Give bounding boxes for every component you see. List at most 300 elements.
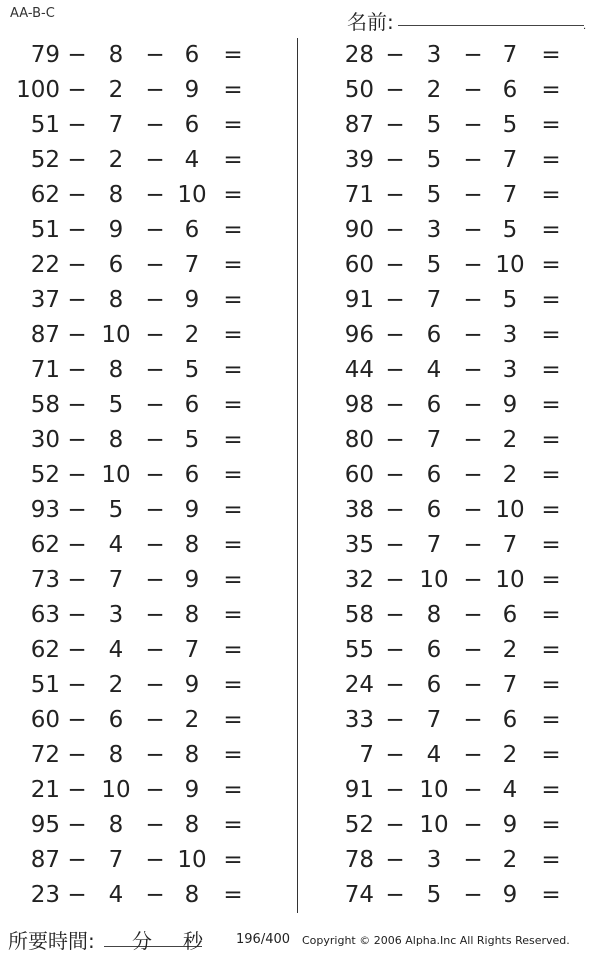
minus-sign: − (67, 602, 87, 628)
minus-sign: − (67, 427, 87, 453)
equals-sign: = (223, 812, 243, 838)
minus-sign: − (463, 392, 483, 418)
operand-2: 8 (108, 42, 124, 68)
operand-2: 7 (108, 112, 124, 138)
problem-row (0, 773, 280, 808)
operand-1: 58 (30, 392, 60, 418)
operand-2: 4 (108, 532, 124, 558)
operand-1: 44 (344, 357, 374, 383)
operand-3: 2 (184, 707, 200, 733)
operand-1: 52 (30, 462, 60, 488)
problem-row (318, 73, 598, 108)
operand-3: 7 (184, 252, 200, 278)
operand-2: 5 (108, 497, 124, 523)
operand-1: 51 (30, 672, 60, 698)
operand-2: 10 (101, 322, 131, 348)
right-problem-column (318, 38, 598, 913)
operand-1: 95 (30, 812, 60, 838)
minus-sign: − (385, 217, 405, 243)
operand-3: 7 (184, 637, 200, 663)
operand-2: 6 (108, 252, 124, 278)
minus-sign: − (463, 252, 483, 278)
operand-1: 91 (344, 287, 374, 313)
minus-sign: − (463, 427, 483, 453)
problem-row (318, 213, 598, 248)
operand-3: 10 (495, 252, 525, 278)
operand-1: 21 (30, 777, 60, 803)
problem-row (318, 318, 598, 353)
operand-1: 32 (344, 567, 374, 593)
operand-2: 4 (108, 882, 124, 908)
operand-1: 52 (344, 812, 374, 838)
minus-sign: − (385, 112, 405, 138)
equals-sign: = (541, 777, 561, 803)
problem-row (318, 703, 598, 738)
minus-sign: − (67, 252, 87, 278)
operand-1: 50 (344, 77, 374, 103)
minus-sign: − (67, 182, 87, 208)
problem-row (0, 703, 280, 738)
problem-row (318, 283, 598, 318)
operand-2: 7 (426, 427, 442, 453)
minus-sign: − (145, 112, 165, 138)
problem-row (318, 808, 598, 843)
problem-row (0, 353, 280, 388)
minus-sign: − (463, 182, 483, 208)
minus-sign: − (67, 882, 87, 908)
operand-2: 6 (426, 392, 442, 418)
operand-1: 33 (344, 707, 374, 733)
minus-sign: − (67, 392, 87, 418)
equals-sign: = (541, 672, 561, 698)
minus-sign: − (67, 847, 87, 873)
operand-2: 6 (426, 672, 442, 698)
operand-1: 60 (30, 707, 60, 733)
problem-row (318, 493, 598, 528)
equals-sign: = (223, 707, 243, 733)
equals-sign: = (223, 112, 243, 138)
operand-3: 9 (502, 812, 518, 838)
operand-3: 2 (502, 847, 518, 873)
minus-sign: − (463, 287, 483, 313)
equals-sign: = (223, 777, 243, 803)
equals-sign: = (541, 147, 561, 173)
operand-2: 4 (426, 742, 442, 768)
operand-2: 5 (426, 147, 442, 173)
minus-sign: − (463, 882, 483, 908)
operand-2: 5 (426, 252, 442, 278)
operand-2: 5 (108, 392, 124, 418)
equals-sign: = (223, 672, 243, 698)
equals-sign: = (541, 217, 561, 243)
equals-sign: = (541, 42, 561, 68)
minus-sign: − (463, 532, 483, 558)
problem-row (0, 318, 280, 353)
operand-2: 3 (426, 217, 442, 243)
operand-1: 96 (344, 322, 374, 348)
minus-sign: − (463, 602, 483, 628)
equals-sign: = (223, 42, 243, 68)
name-field-line[interactable] (398, 25, 584, 26)
minus-sign: − (67, 77, 87, 103)
operand-1: 39 (344, 147, 374, 173)
operand-2: 10 (101, 777, 131, 803)
minus-sign: − (463, 217, 483, 243)
operand-1: 98 (344, 392, 374, 418)
problem-row (318, 668, 598, 703)
equals-sign: = (541, 812, 561, 838)
equals-sign: = (541, 427, 561, 453)
minus-sign: − (463, 357, 483, 383)
operand-1: 80 (344, 427, 374, 453)
operand-1: 78 (344, 847, 374, 873)
equals-sign: = (541, 847, 561, 873)
operand-3: 2 (502, 427, 518, 453)
operand-3: 8 (184, 602, 200, 628)
operand-2: 10 (419, 777, 449, 803)
minus-sign: − (385, 427, 405, 453)
problem-row (318, 563, 598, 598)
minus-sign: − (463, 847, 483, 873)
operand-2: 7 (426, 707, 442, 733)
operand-2: 10 (101, 462, 131, 488)
problem-row (0, 843, 280, 878)
operand-3: 5 (502, 217, 518, 243)
minus-sign: − (67, 742, 87, 768)
operand-2: 10 (419, 567, 449, 593)
operand-1: 63 (30, 602, 60, 628)
operand-3: 10 (495, 567, 525, 593)
operand-1: 62 (30, 182, 60, 208)
operand-2: 6 (426, 637, 442, 663)
page-number: 196/400 (236, 932, 291, 947)
minus-sign: − (145, 742, 165, 768)
minus-sign: − (385, 882, 405, 908)
seconds-label: 秒 (183, 929, 203, 953)
operand-3: 8 (184, 812, 200, 838)
operand-1: 51 (30, 217, 60, 243)
minus-sign: − (463, 637, 483, 663)
minus-sign: − (385, 287, 405, 313)
operand-3: 6 (184, 217, 200, 243)
minus-sign: − (145, 42, 165, 68)
minus-sign: − (385, 847, 405, 873)
operand-3: 7 (502, 532, 518, 558)
operand-3: 4 (502, 777, 518, 803)
operand-3: 2 (502, 637, 518, 663)
minus-sign: − (67, 462, 87, 488)
equals-sign: = (541, 322, 561, 348)
equals-sign: = (541, 392, 561, 418)
minus-sign: − (67, 112, 87, 138)
operand-3: 6 (184, 42, 200, 68)
copyright-text: Copyright © 2006 Alpha.Inc All Rights Reserved. (302, 934, 570, 947)
operand-1: 71 (344, 182, 374, 208)
minus-sign: − (463, 707, 483, 733)
operand-3: 5 (502, 287, 518, 313)
operand-3: 9 (502, 882, 518, 908)
minus-sign: − (145, 357, 165, 383)
operand-3: 10 (495, 497, 525, 523)
minus-sign: − (67, 42, 87, 68)
problem-row (318, 248, 598, 283)
operand-2: 7 (426, 287, 442, 313)
equals-sign: = (541, 77, 561, 103)
operand-3: 2 (184, 322, 200, 348)
operand-3: 9 (184, 672, 200, 698)
equals-sign: = (223, 567, 243, 593)
operand-3: 10 (177, 182, 207, 208)
problem-row (0, 493, 280, 528)
problem-row (318, 633, 598, 668)
problem-row (0, 738, 280, 773)
operand-2: 8 (108, 742, 124, 768)
problem-row (0, 38, 280, 73)
minus-sign: − (67, 777, 87, 803)
operand-1: 87 (344, 112, 374, 138)
equals-sign: = (223, 252, 243, 278)
minus-sign: − (463, 42, 483, 68)
operand-3: 9 (502, 392, 518, 418)
problem-row (0, 248, 280, 283)
operand-3: 7 (502, 42, 518, 68)
operand-2: 6 (108, 707, 124, 733)
operand-1: 93 (30, 497, 60, 523)
problem-row (318, 388, 598, 423)
worksheet-code: AA-B-C (10, 6, 55, 21)
operand-3: 8 (184, 532, 200, 558)
problem-row (0, 528, 280, 563)
operand-1: 51 (30, 112, 60, 138)
problem-row (318, 423, 598, 458)
minus-sign: − (145, 182, 165, 208)
minus-sign: − (145, 532, 165, 558)
name-line-dot: . (583, 21, 587, 32)
equals-sign: = (541, 707, 561, 733)
operand-1: 58 (344, 602, 374, 628)
equals-sign: = (223, 392, 243, 418)
time-label: 所要時間: (8, 929, 95, 953)
minus-sign: − (67, 287, 87, 313)
equals-sign: = (223, 742, 243, 768)
operand-3: 6 (184, 462, 200, 488)
problem-row (318, 598, 598, 633)
equals-sign: = (223, 532, 243, 558)
operand-1: 7 (359, 742, 374, 768)
operand-2: 8 (108, 182, 124, 208)
minus-sign: − (385, 322, 405, 348)
equals-sign: = (541, 112, 561, 138)
equals-sign: = (541, 252, 561, 278)
minus-sign: − (145, 567, 165, 593)
minus-sign: − (385, 567, 405, 593)
minus-sign: − (67, 497, 87, 523)
minus-sign: − (385, 812, 405, 838)
operand-3: 8 (184, 882, 200, 908)
minus-sign: − (385, 182, 405, 208)
equals-sign: = (223, 427, 243, 453)
minus-sign: − (385, 672, 405, 698)
minus-sign: − (463, 497, 483, 523)
operand-3: 10 (177, 847, 207, 873)
operand-1: 62 (30, 532, 60, 558)
operand-3: 7 (502, 182, 518, 208)
operand-3: 5 (184, 427, 200, 453)
operand-3: 9 (184, 287, 200, 313)
minus-sign: − (385, 42, 405, 68)
operand-3: 7 (502, 147, 518, 173)
operand-1: 28 (344, 42, 374, 68)
operand-2: 6 (426, 497, 442, 523)
equals-sign: = (541, 742, 561, 768)
column-divider (297, 38, 298, 913)
minus-sign: − (145, 497, 165, 523)
operand-3: 8 (184, 742, 200, 768)
operand-2: 9 (108, 217, 124, 243)
equals-sign: = (223, 147, 243, 173)
operand-2: 2 (108, 672, 124, 698)
minus-sign: − (385, 707, 405, 733)
operand-3: 6 (184, 112, 200, 138)
problem-row (318, 38, 598, 73)
operand-2: 6 (426, 322, 442, 348)
operand-1: 62 (30, 637, 60, 663)
operand-1: 23 (30, 882, 60, 908)
minus-sign: − (463, 112, 483, 138)
minus-sign: − (385, 602, 405, 628)
operand-2: 2 (426, 77, 442, 103)
operand-1: 30 (30, 427, 60, 453)
minus-sign: − (385, 357, 405, 383)
minus-sign: − (145, 147, 165, 173)
minus-sign: − (463, 77, 483, 103)
problem-row (0, 143, 280, 178)
equals-sign: = (541, 497, 561, 523)
problem-row (0, 668, 280, 703)
minus-sign: − (463, 322, 483, 348)
operand-3: 6 (502, 602, 518, 628)
operand-3: 9 (184, 567, 200, 593)
minus-sign: − (385, 392, 405, 418)
minus-sign: − (463, 812, 483, 838)
operand-2: 8 (108, 287, 124, 313)
minus-sign: − (67, 637, 87, 663)
operand-1: 71 (30, 357, 60, 383)
operand-2: 5 (426, 112, 442, 138)
equals-sign: = (541, 287, 561, 313)
minus-sign: − (67, 567, 87, 593)
operand-1: 73 (30, 567, 60, 593)
operand-1: 55 (344, 637, 374, 663)
minus-sign: − (145, 217, 165, 243)
minus-sign: − (385, 532, 405, 558)
operand-3: 6 (502, 707, 518, 733)
minus-sign: − (145, 462, 165, 488)
equals-sign: = (223, 602, 243, 628)
minus-sign: − (145, 77, 165, 103)
operand-1: 91 (344, 777, 374, 803)
problem-row (0, 563, 280, 598)
operand-1: 79 (30, 42, 60, 68)
problem-row (318, 458, 598, 493)
problem-row (0, 73, 280, 108)
operand-3: 3 (502, 357, 518, 383)
operand-1: 22 (30, 252, 60, 278)
operand-3: 9 (184, 777, 200, 803)
equals-sign: = (541, 602, 561, 628)
minus-sign: − (67, 532, 87, 558)
operand-3: 3 (502, 322, 518, 348)
minus-sign: − (145, 882, 165, 908)
minus-sign: − (385, 252, 405, 278)
operand-1: 100 (16, 77, 60, 103)
equals-sign: = (223, 287, 243, 313)
minus-sign: − (145, 322, 165, 348)
equals-sign: = (223, 847, 243, 873)
problem-row (318, 108, 598, 143)
left-problem-column (0, 38, 280, 913)
operand-2: 2 (108, 147, 124, 173)
equals-sign: = (223, 217, 243, 243)
equals-sign: = (541, 637, 561, 663)
operand-1: 52 (30, 147, 60, 173)
problem-row (0, 213, 280, 248)
operand-2: 4 (426, 357, 442, 383)
problem-row (0, 388, 280, 423)
operand-2: 5 (426, 882, 442, 908)
minus-sign: − (385, 497, 405, 523)
problem-row (0, 633, 280, 668)
operand-1: 87 (30, 847, 60, 873)
minus-sign: − (145, 602, 165, 628)
operand-2: 5 (426, 182, 442, 208)
operand-2: 3 (108, 602, 124, 628)
operand-2: 3 (426, 42, 442, 68)
problem-row (0, 423, 280, 458)
problem-row (0, 108, 280, 143)
minus-sign: − (145, 847, 165, 873)
operand-1: 60 (344, 252, 374, 278)
minus-sign: − (463, 462, 483, 488)
operand-3: 5 (184, 357, 200, 383)
minus-sign: − (67, 707, 87, 733)
equals-sign: = (541, 357, 561, 383)
problem-row (318, 738, 598, 773)
equals-sign: = (223, 322, 243, 348)
problem-row (0, 808, 280, 843)
minus-sign: − (385, 742, 405, 768)
operand-3: 6 (502, 77, 518, 103)
equals-sign: = (223, 637, 243, 663)
problem-row (0, 878, 280, 913)
operand-2: 4 (108, 637, 124, 663)
operand-1: 87 (30, 322, 60, 348)
minus-sign: − (67, 322, 87, 348)
minus-sign: − (145, 427, 165, 453)
equals-sign: = (223, 182, 243, 208)
operand-2: 7 (108, 847, 124, 873)
equals-sign: = (223, 882, 243, 908)
minus-sign: − (145, 707, 165, 733)
name-label: 名前: (347, 10, 394, 34)
operand-2: 3 (426, 847, 442, 873)
operand-3: 5 (502, 112, 518, 138)
problem-row (318, 178, 598, 213)
minus-sign: − (463, 777, 483, 803)
minus-sign: − (145, 287, 165, 313)
minus-sign: − (67, 672, 87, 698)
operand-2: 2 (108, 77, 124, 103)
